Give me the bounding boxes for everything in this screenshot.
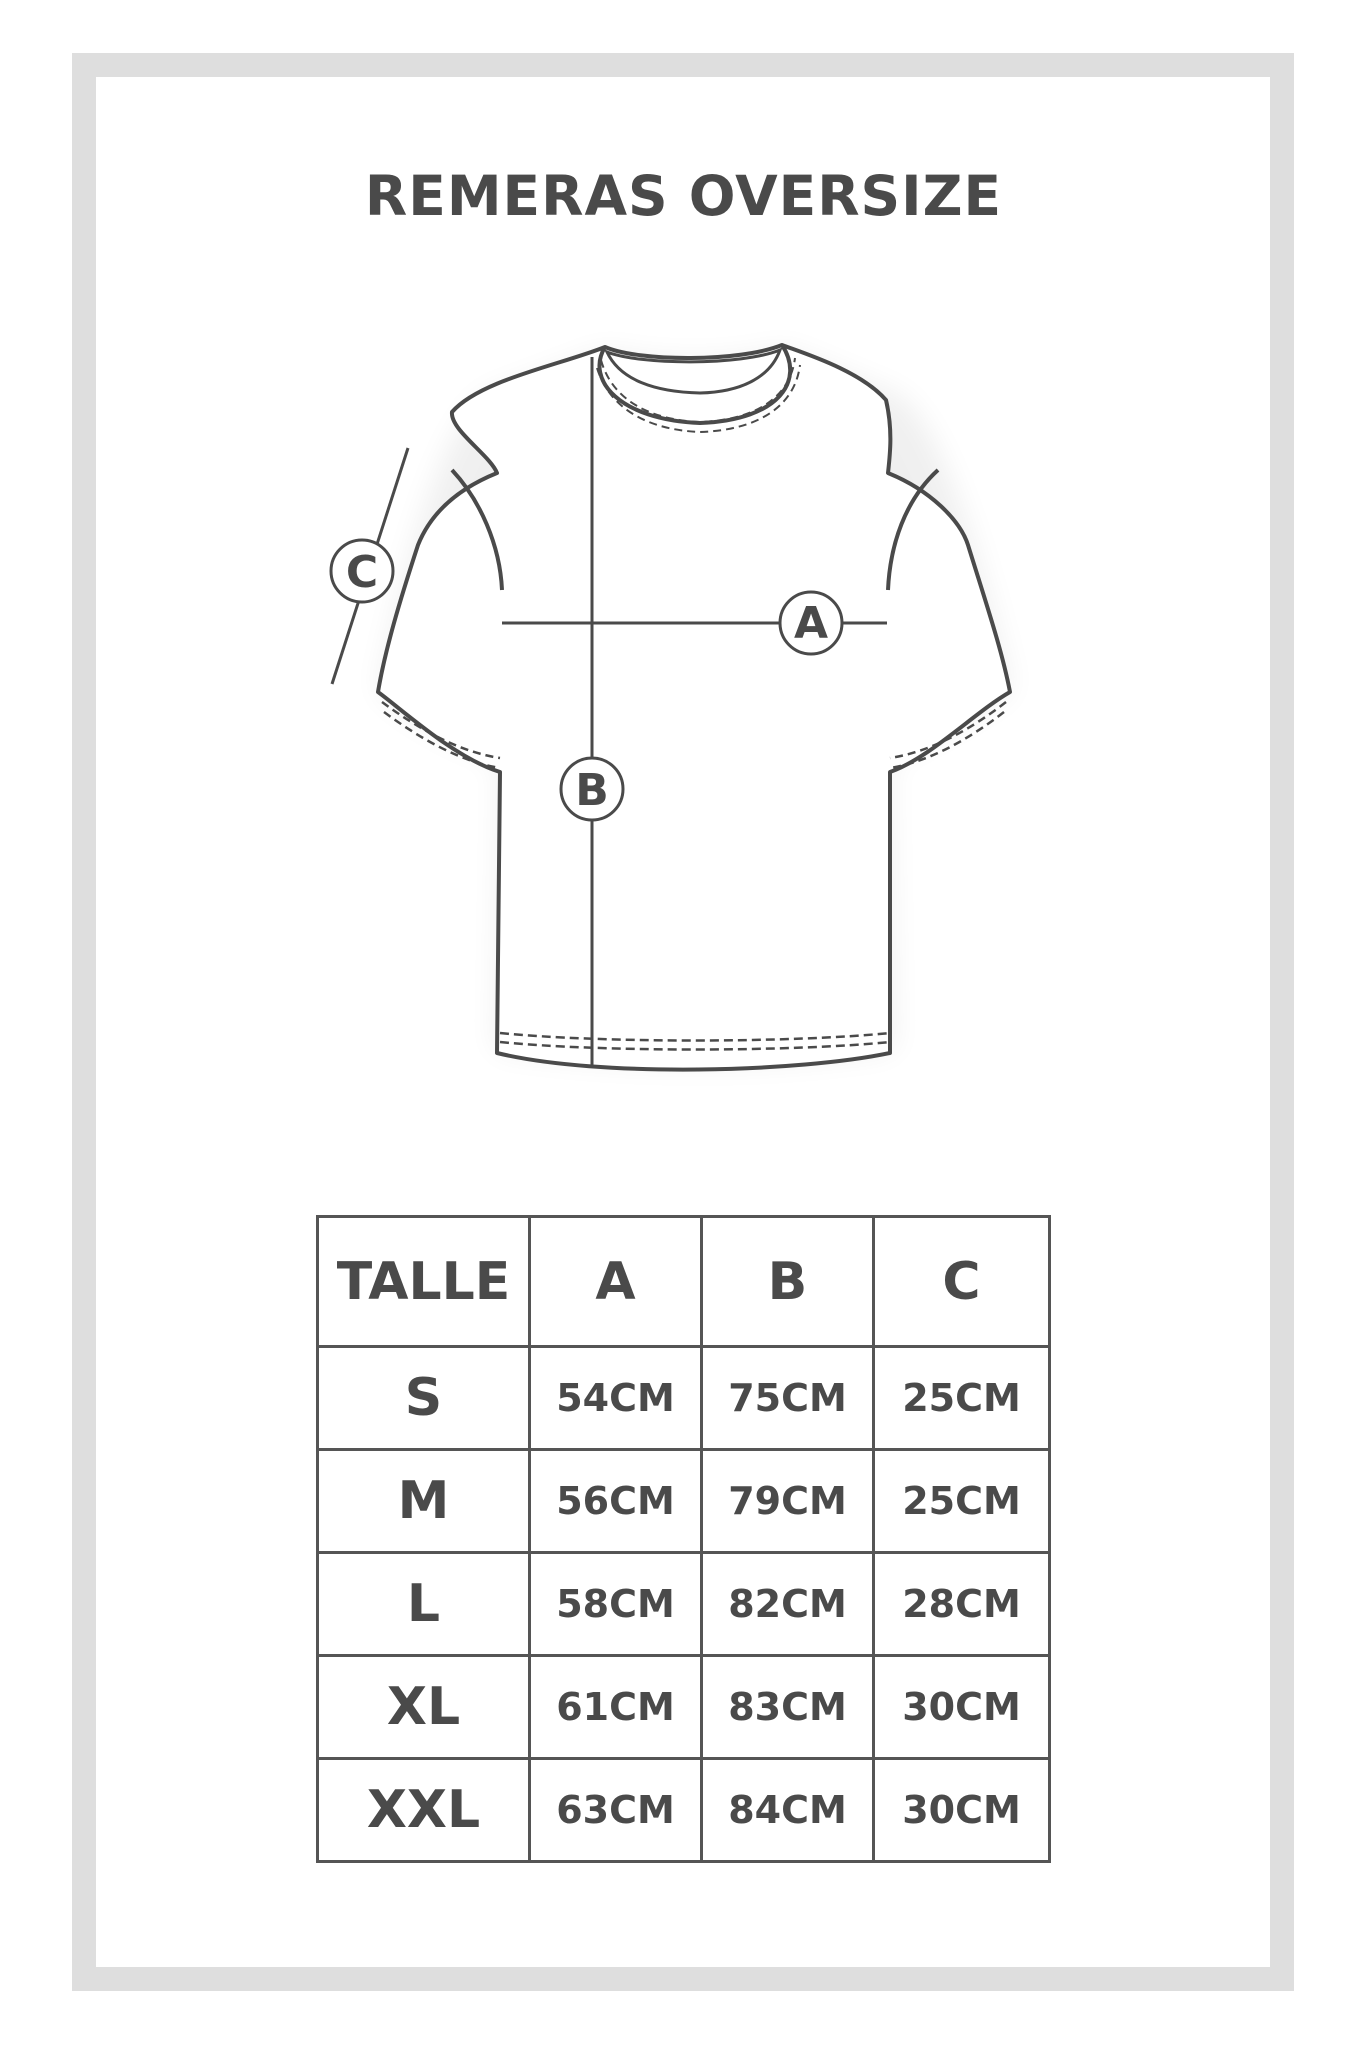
label-c: C bbox=[345, 547, 379, 598]
table-row bbox=[318, 1553, 1050, 1656]
table-row bbox=[318, 1347, 1050, 1450]
value-b-cell: 79CM bbox=[702, 1450, 874, 1553]
label-c-badge bbox=[331, 540, 393, 602]
size-cell: S bbox=[318, 1347, 530, 1450]
page-title: REMERAS OVERSIZE bbox=[364, 164, 1003, 228]
label-b-badge bbox=[561, 758, 623, 820]
table-header-row bbox=[318, 1217, 1050, 1347]
value-a-cell: 63CM bbox=[530, 1759, 702, 1862]
table-row bbox=[318, 1450, 1050, 1553]
header-b: B bbox=[702, 1217, 874, 1347]
table-row bbox=[318, 1759, 1050, 1862]
value-c-cell: 25CM bbox=[874, 1450, 1050, 1553]
header-c: C bbox=[874, 1217, 1050, 1347]
value-b-cell: 82CM bbox=[702, 1553, 874, 1656]
label-b: B bbox=[575, 765, 609, 816]
header-a: A bbox=[530, 1217, 702, 1347]
header-talle: TALLE bbox=[318, 1217, 530, 1347]
value-b-cell: 83CM bbox=[702, 1656, 874, 1759]
value-a-cell: 56CM bbox=[530, 1450, 702, 1553]
label-a-badge bbox=[780, 592, 842, 654]
value-a-cell: 61CM bbox=[530, 1656, 702, 1759]
size-cell: L bbox=[318, 1553, 530, 1656]
value-c-cell: 25CM bbox=[874, 1347, 1050, 1450]
value-a-cell: 58CM bbox=[530, 1553, 702, 1656]
size-cell: M bbox=[318, 1450, 530, 1553]
size-cell: XL bbox=[318, 1656, 530, 1759]
value-b-cell: 84CM bbox=[702, 1759, 874, 1862]
value-b-cell: 75CM bbox=[702, 1347, 874, 1450]
value-c-cell: 30CM bbox=[874, 1656, 1050, 1759]
label-a: A bbox=[793, 598, 829, 649]
size-cell: XXL bbox=[318, 1759, 530, 1862]
size-chart-table bbox=[316, 1215, 1051, 1863]
value-a-cell: 54CM bbox=[530, 1347, 702, 1450]
table-row bbox=[318, 1656, 1050, 1759]
value-c-cell: 30CM bbox=[874, 1759, 1050, 1862]
value-c-cell: 28CM bbox=[874, 1553, 1050, 1656]
